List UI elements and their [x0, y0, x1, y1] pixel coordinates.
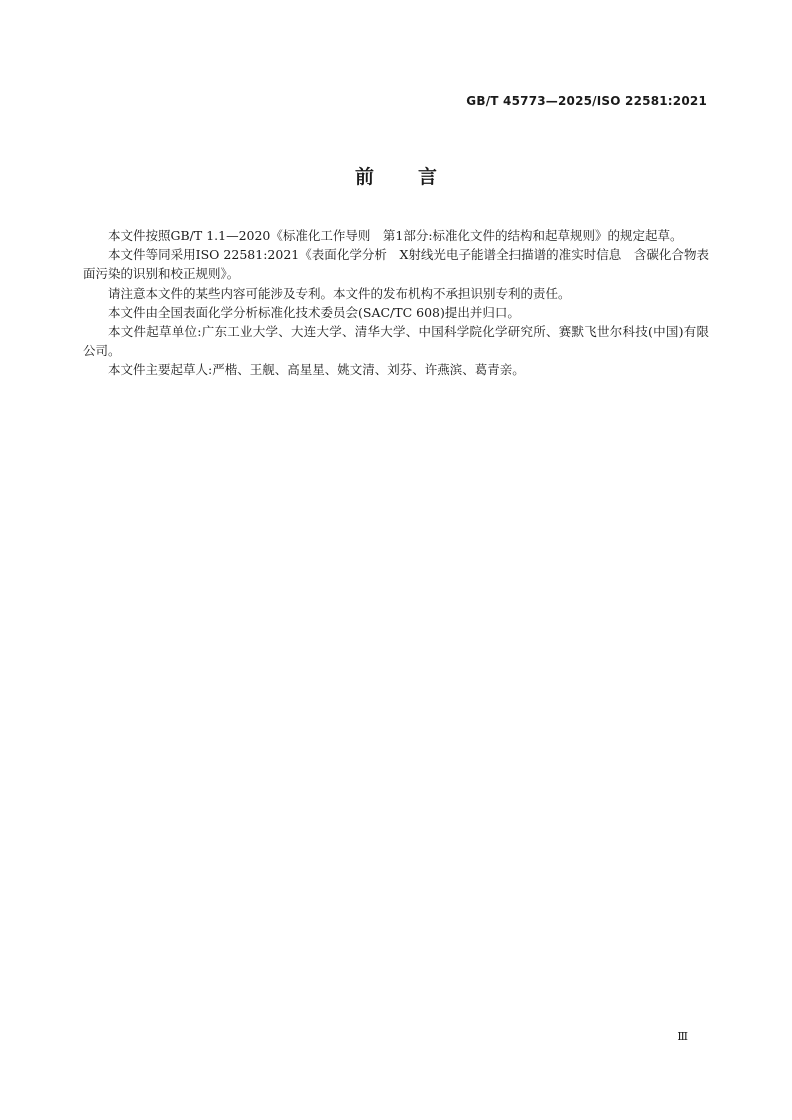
- paragraph-drafting-units: 本文件起草单位:广东工业大学、大连大学、清华大学、中国科学院化学研究所、赛默飞世尔科技(中国)有限公司。: [83, 324, 709, 359]
- page-title-char-2: 言: [418, 166, 438, 188]
- page-title: [0, 162, 792, 189]
- paragraph-adoption: 本文件等同采用ISO 22581:2021《表面化学分析 X射线光电子能谱全扫描谱的准实时信息 含碳化合物表面污染的识别和校正规则》。: [83, 247, 709, 282]
- paragraph-drafting-rules: 本文件按照GB/T 1.1—2020《标准化工作导则 第1部分:标准化文件的结构和起草规则》的规定起草。: [108, 228, 683, 243]
- page-title-char-1: 前: [354, 166, 374, 188]
- standard-number: GB/T 45773—2025/ISO 22581:2021: [466, 94, 707, 108]
- foreword-body: [83, 226, 709, 380]
- paragraph-patent-notice: 请注意本文件的某些内容可能涉及专利。本文件的发布机构不承担识别专利的责任。: [108, 285, 571, 301]
- page-number: Ⅲ: [677, 1030, 688, 1043]
- paragraph-drafters: 本文件主要起草人:严楷、王舰、高星星、姚文清、刘芬、许燕滨、葛青亲。: [108, 362, 525, 378]
- paragraph-committee: 本文件由全国表面化学分析标准化技术委员会(SAC/TC 608)提出并归口。: [108, 304, 520, 320]
